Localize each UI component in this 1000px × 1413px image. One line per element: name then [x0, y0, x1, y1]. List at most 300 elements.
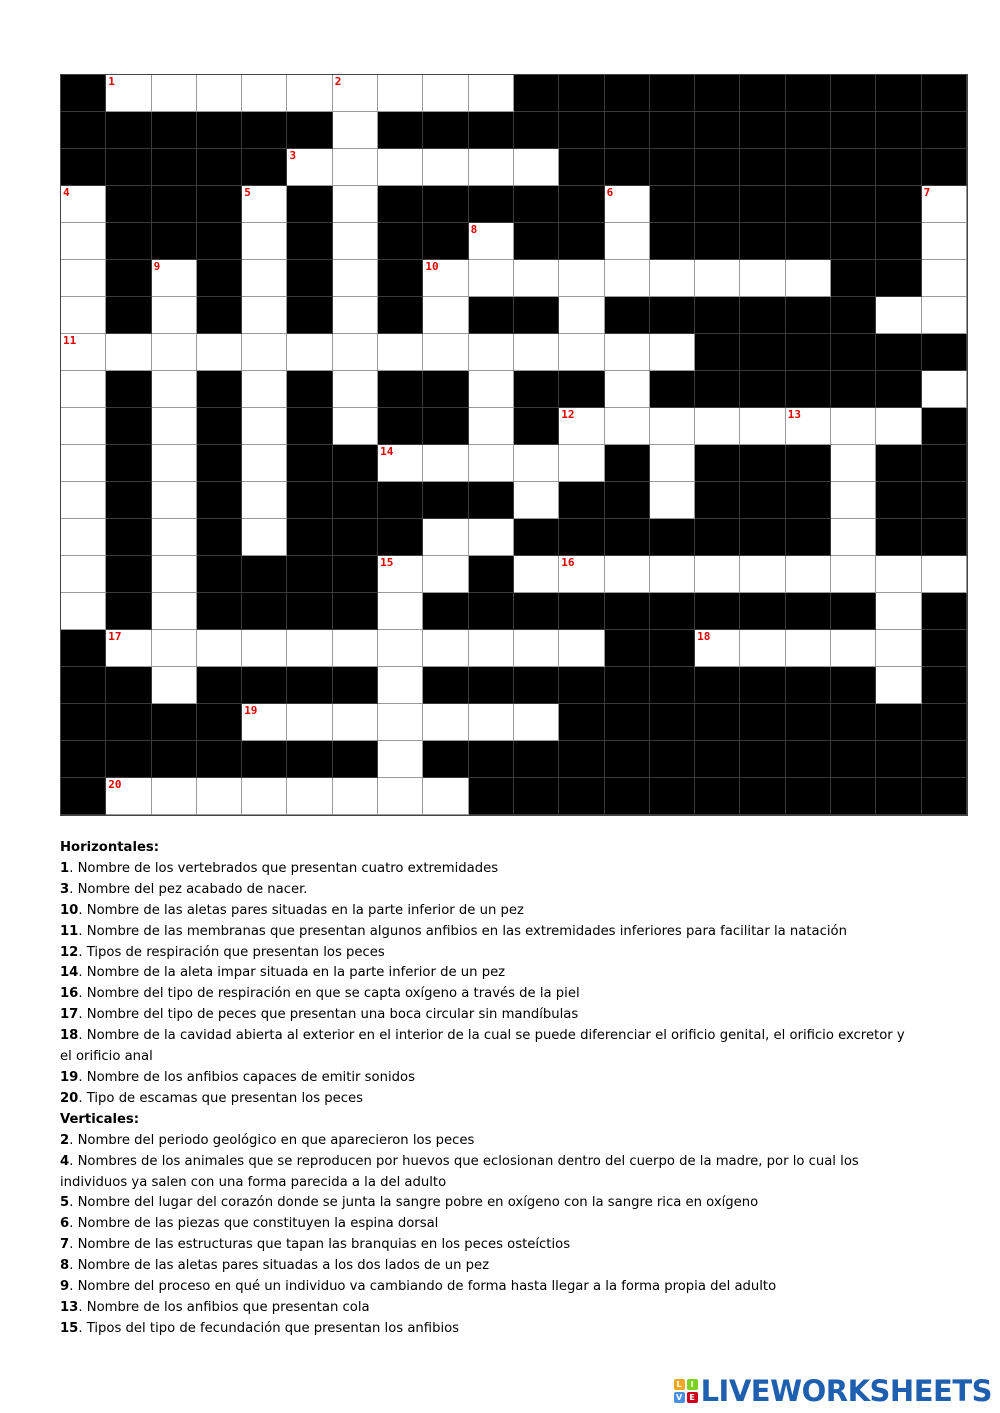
letter-input[interactable] — [61, 223, 105, 259]
letter-input[interactable] — [287, 149, 331, 185]
letter-input[interactable] — [514, 445, 558, 481]
letter-input[interactable] — [152, 482, 196, 518]
letter-cell[interactable] — [197, 630, 242, 667]
letter-input[interactable] — [152, 667, 196, 703]
letter-cell[interactable] — [650, 556, 695, 593]
letter-cell[interactable] — [242, 704, 287, 741]
letter-input[interactable] — [333, 75, 377, 111]
letter-cell[interactable] — [876, 297, 921, 334]
letter-cell[interactable] — [469, 519, 514, 556]
letter-input[interactable] — [61, 482, 105, 518]
letter-cell[interactable] — [605, 223, 650, 260]
letter-input[interactable] — [469, 630, 513, 666]
letter-cell[interactable] — [242, 371, 287, 408]
letter-input[interactable] — [152, 260, 196, 296]
letter-input[interactable] — [378, 778, 422, 814]
letter-input[interactable] — [378, 741, 422, 777]
letter-input[interactable] — [876, 667, 920, 703]
letter-input[interactable] — [605, 223, 649, 259]
letter-input[interactable] — [333, 297, 377, 333]
letter-cell[interactable] — [152, 408, 197, 445]
letter-cell[interactable] — [61, 519, 106, 556]
letter-cell[interactable] — [152, 778, 197, 815]
letter-input[interactable] — [242, 334, 286, 370]
letter-input[interactable] — [287, 704, 331, 740]
letter-input[interactable] — [333, 149, 377, 185]
letter-input[interactable] — [786, 408, 830, 444]
letter-input[interactable] — [152, 75, 196, 111]
letter-input[interactable] — [378, 75, 422, 111]
letter-cell[interactable] — [831, 519, 876, 556]
letter-input[interactable] — [514, 482, 558, 518]
letter-input[interactable] — [152, 408, 196, 444]
letter-cell[interactable] — [61, 445, 106, 482]
letter-input[interactable] — [514, 556, 558, 592]
letter-input[interactable] — [831, 408, 875, 444]
letter-input[interactable] — [423, 149, 467, 185]
letter-input[interactable] — [831, 630, 875, 666]
letter-input[interactable] — [695, 408, 739, 444]
letter-cell[interactable] — [378, 704, 423, 741]
letter-input[interactable] — [605, 556, 649, 592]
letter-input[interactable] — [197, 334, 241, 370]
letter-input[interactable] — [378, 556, 422, 592]
letter-cell[interactable] — [559, 408, 604, 445]
letter-cell[interactable] — [242, 482, 287, 519]
letter-input[interactable] — [287, 334, 331, 370]
letter-input[interactable] — [242, 408, 286, 444]
letter-input[interactable] — [695, 260, 739, 296]
letter-input[interactable] — [242, 75, 286, 111]
letter-cell[interactable] — [61, 186, 106, 223]
letter-cell[interactable] — [378, 334, 423, 371]
letter-input[interactable] — [831, 519, 875, 555]
letter-cell[interactable] — [740, 556, 785, 593]
letter-cell[interactable] — [469, 75, 514, 112]
letter-input[interactable] — [61, 186, 105, 222]
letter-cell[interactable] — [242, 445, 287, 482]
letter-cell[interactable] — [61, 223, 106, 260]
letter-input[interactable] — [242, 778, 286, 814]
letter-input[interactable] — [605, 260, 649, 296]
letter-input[interactable] — [740, 556, 784, 592]
letter-cell[interactable] — [469, 704, 514, 741]
letter-input[interactable] — [559, 297, 603, 333]
letter-input[interactable] — [378, 593, 422, 629]
letter-input[interactable] — [922, 186, 966, 222]
letter-input[interactable] — [559, 445, 603, 481]
letter-input[interactable] — [831, 556, 875, 592]
letter-cell[interactable] — [333, 408, 378, 445]
letter-cell[interactable] — [61, 334, 106, 371]
letter-cell[interactable] — [152, 260, 197, 297]
letter-cell[interactable] — [514, 556, 559, 593]
letter-cell[interactable] — [740, 260, 785, 297]
letter-input[interactable] — [423, 556, 467, 592]
letter-input[interactable] — [922, 260, 966, 296]
letter-cell[interactable] — [333, 704, 378, 741]
letter-cell[interactable] — [514, 334, 559, 371]
letter-cell[interactable] — [197, 334, 242, 371]
letter-cell[interactable] — [242, 630, 287, 667]
letter-cell[interactable] — [242, 408, 287, 445]
letter-cell[interactable] — [514, 445, 559, 482]
letter-input[interactable] — [559, 630, 603, 666]
letter-input[interactable] — [605, 371, 649, 407]
letter-input[interactable] — [514, 630, 558, 666]
letter-input[interactable] — [242, 260, 286, 296]
letter-input[interactable] — [242, 371, 286, 407]
letter-cell[interactable] — [695, 556, 740, 593]
letter-input[interactable] — [650, 482, 694, 518]
letter-input[interactable] — [152, 334, 196, 370]
letter-cell[interactable] — [152, 556, 197, 593]
letter-cell[interactable] — [469, 149, 514, 186]
letter-cell[interactable] — [333, 149, 378, 186]
letter-input[interactable] — [469, 75, 513, 111]
letter-cell[interactable] — [423, 630, 468, 667]
letter-input[interactable] — [786, 630, 830, 666]
letter-cell[interactable] — [514, 260, 559, 297]
letter-cell[interactable] — [650, 334, 695, 371]
letter-cell[interactable] — [287, 75, 332, 112]
letter-cell[interactable] — [876, 593, 921, 630]
letter-input[interactable] — [287, 778, 331, 814]
letter-cell[interactable] — [106, 630, 151, 667]
letter-input[interactable] — [378, 630, 422, 666]
letter-input[interactable] — [695, 556, 739, 592]
letter-input[interactable] — [423, 260, 467, 296]
letter-cell[interactable] — [333, 778, 378, 815]
letter-input[interactable] — [922, 556, 966, 592]
letter-input[interactable] — [242, 445, 286, 481]
letter-input[interactable] — [423, 519, 467, 555]
letter-input[interactable] — [378, 149, 422, 185]
letter-cell[interactable] — [378, 593, 423, 630]
letter-cell[interactable] — [605, 408, 650, 445]
letter-cell[interactable] — [650, 260, 695, 297]
letter-cell[interactable] — [61, 593, 106, 630]
letter-input[interactable] — [469, 519, 513, 555]
letter-cell[interactable] — [922, 371, 967, 408]
letter-cell[interactable] — [333, 371, 378, 408]
letter-cell[interactable] — [605, 186, 650, 223]
letter-cell[interactable] — [469, 223, 514, 260]
letter-input[interactable] — [242, 482, 286, 518]
letter-cell[interactable] — [152, 630, 197, 667]
letter-cell[interactable] — [152, 75, 197, 112]
letter-cell[interactable] — [287, 704, 332, 741]
letter-cell[interactable] — [152, 593, 197, 630]
letter-cell[interactable] — [786, 260, 831, 297]
letter-input[interactable] — [197, 778, 241, 814]
letter-input[interactable] — [106, 778, 150, 814]
letter-input[interactable] — [786, 260, 830, 296]
letter-cell[interactable] — [378, 630, 423, 667]
letter-cell[interactable] — [423, 260, 468, 297]
letter-input[interactable] — [333, 186, 377, 222]
letter-cell[interactable] — [333, 260, 378, 297]
letter-cell[interactable] — [514, 630, 559, 667]
letter-cell[interactable] — [333, 334, 378, 371]
letter-cell[interactable] — [423, 519, 468, 556]
letter-cell[interactable] — [514, 704, 559, 741]
letter-input[interactable] — [650, 260, 694, 296]
letter-cell[interactable] — [242, 334, 287, 371]
letter-input[interactable] — [469, 704, 513, 740]
letter-cell[interactable] — [378, 75, 423, 112]
letter-cell[interactable] — [876, 630, 921, 667]
letter-cell[interactable] — [695, 260, 740, 297]
letter-cell[interactable] — [378, 778, 423, 815]
letter-input[interactable] — [61, 445, 105, 481]
letter-input[interactable] — [61, 334, 105, 370]
letter-input[interactable] — [61, 408, 105, 444]
letter-cell[interactable] — [423, 445, 468, 482]
letter-cell[interactable] — [242, 260, 287, 297]
letter-input[interactable] — [106, 630, 150, 666]
letter-input[interactable] — [378, 334, 422, 370]
letter-input[interactable] — [378, 445, 422, 481]
letter-cell[interactable] — [242, 519, 287, 556]
letter-cell[interactable] — [423, 149, 468, 186]
letter-input[interactable] — [559, 260, 603, 296]
letter-input[interactable] — [786, 556, 830, 592]
letter-input[interactable] — [242, 630, 286, 666]
letter-cell[interactable] — [559, 260, 604, 297]
letter-cell[interactable] — [695, 408, 740, 445]
letter-cell[interactable] — [378, 149, 423, 186]
letter-input[interactable] — [61, 556, 105, 592]
letter-cell[interactable] — [287, 778, 332, 815]
letter-input[interactable] — [876, 630, 920, 666]
letter-input[interactable] — [242, 223, 286, 259]
letter-input[interactable] — [650, 334, 694, 370]
letter-input[interactable] — [605, 186, 649, 222]
letter-cell[interactable] — [786, 630, 831, 667]
letter-cell[interactable] — [242, 186, 287, 223]
letter-input[interactable] — [876, 297, 920, 333]
letter-input[interactable] — [333, 630, 377, 666]
letter-cell[interactable] — [61, 408, 106, 445]
letter-input[interactable] — [197, 75, 241, 111]
letter-input[interactable] — [514, 334, 558, 370]
letter-cell[interactable] — [559, 297, 604, 334]
letter-cell[interactable] — [469, 630, 514, 667]
letter-cell[interactable] — [197, 778, 242, 815]
letter-cell[interactable] — [831, 556, 876, 593]
letter-input[interactable] — [831, 445, 875, 481]
letter-cell[interactable] — [61, 556, 106, 593]
letter-cell[interactable] — [559, 445, 604, 482]
letter-cell[interactable] — [333, 297, 378, 334]
letter-input[interactable] — [333, 371, 377, 407]
letter-cell[interactable] — [378, 556, 423, 593]
letter-input[interactable] — [152, 297, 196, 333]
letter-input[interactable] — [605, 334, 649, 370]
letter-cell[interactable] — [333, 75, 378, 112]
letter-cell[interactable] — [287, 334, 332, 371]
letter-cell[interactable] — [333, 630, 378, 667]
letter-input[interactable] — [605, 408, 649, 444]
letter-input[interactable] — [61, 371, 105, 407]
letter-cell[interactable] — [922, 223, 967, 260]
letter-input[interactable] — [152, 556, 196, 592]
letter-input[interactable] — [333, 704, 377, 740]
letter-input[interactable] — [469, 149, 513, 185]
letter-cell[interactable] — [61, 371, 106, 408]
letter-input[interactable] — [740, 260, 784, 296]
letter-cell[interactable] — [423, 334, 468, 371]
letter-input[interactable] — [287, 75, 331, 111]
letter-input[interactable] — [242, 186, 286, 222]
letter-input[interactable] — [242, 297, 286, 333]
letter-cell[interactable] — [61, 297, 106, 334]
letter-input[interactable] — [650, 556, 694, 592]
letter-input[interactable] — [469, 445, 513, 481]
letter-input[interactable] — [152, 519, 196, 555]
letter-cell[interactable] — [287, 149, 332, 186]
letter-cell[interactable] — [378, 445, 423, 482]
letter-input[interactable] — [423, 334, 467, 370]
letter-cell[interactable] — [469, 445, 514, 482]
letter-cell[interactable] — [831, 630, 876, 667]
letter-cell[interactable] — [333, 186, 378, 223]
letter-input[interactable] — [740, 408, 784, 444]
letter-cell[interactable] — [469, 408, 514, 445]
letter-cell[interactable] — [106, 334, 151, 371]
letter-input[interactable] — [152, 778, 196, 814]
letter-input[interactable] — [242, 519, 286, 555]
letter-input[interactable] — [333, 112, 377, 148]
letter-input[interactable] — [650, 408, 694, 444]
letter-input[interactable] — [152, 371, 196, 407]
letter-cell[interactable] — [922, 297, 967, 334]
letter-input[interactable] — [242, 704, 286, 740]
letter-input[interactable] — [559, 408, 603, 444]
letter-input[interactable] — [378, 667, 422, 703]
letter-cell[interactable] — [876, 556, 921, 593]
letter-cell[interactable] — [922, 260, 967, 297]
letter-cell[interactable] — [469, 334, 514, 371]
letter-cell[interactable] — [287, 630, 332, 667]
letter-input[interactable] — [423, 630, 467, 666]
letter-input[interactable] — [423, 297, 467, 333]
letter-cell[interactable] — [423, 704, 468, 741]
letter-input[interactable] — [922, 297, 966, 333]
letter-cell[interactable] — [876, 667, 921, 704]
letter-input[interactable] — [876, 556, 920, 592]
letter-input[interactable] — [559, 556, 603, 592]
letter-cell[interactable] — [242, 778, 287, 815]
letter-input[interactable] — [333, 223, 377, 259]
letter-cell[interactable] — [152, 482, 197, 519]
letter-input[interactable] — [152, 593, 196, 629]
letter-cell[interactable] — [152, 445, 197, 482]
letter-input[interactable] — [423, 778, 467, 814]
letter-cell[interactable] — [152, 297, 197, 334]
letter-cell[interactable] — [786, 408, 831, 445]
letter-input[interactable] — [152, 445, 196, 481]
letter-cell[interactable] — [740, 408, 785, 445]
letter-input[interactable] — [61, 260, 105, 296]
letter-cell[interactable] — [469, 260, 514, 297]
letter-cell[interactable] — [152, 371, 197, 408]
letter-cell[interactable] — [650, 445, 695, 482]
letter-cell[interactable] — [61, 482, 106, 519]
letter-cell[interactable] — [378, 667, 423, 704]
letter-cell[interactable] — [469, 371, 514, 408]
letter-cell[interactable] — [61, 260, 106, 297]
letter-cell[interactable] — [650, 408, 695, 445]
letter-cell[interactable] — [152, 667, 197, 704]
letter-cell[interactable] — [242, 75, 287, 112]
letter-cell[interactable] — [831, 482, 876, 519]
letter-cell[interactable] — [605, 260, 650, 297]
letter-input[interactable] — [469, 371, 513, 407]
letter-cell[interactable] — [152, 519, 197, 556]
letter-input[interactable] — [876, 408, 920, 444]
letter-input[interactable] — [876, 593, 920, 629]
letter-input[interactable] — [469, 260, 513, 296]
letter-input[interactable] — [333, 778, 377, 814]
letter-input[interactable] — [333, 334, 377, 370]
letter-input[interactable] — [197, 630, 241, 666]
letter-cell[interactable] — [423, 297, 468, 334]
letter-input[interactable] — [514, 260, 558, 296]
letter-input[interactable] — [423, 445, 467, 481]
letter-cell[interactable] — [831, 445, 876, 482]
letter-input[interactable] — [469, 223, 513, 259]
letter-input[interactable] — [922, 223, 966, 259]
letter-input[interactable] — [559, 334, 603, 370]
letter-cell[interactable] — [197, 75, 242, 112]
letter-input[interactable] — [333, 408, 377, 444]
letter-cell[interactable] — [242, 223, 287, 260]
letter-input[interactable] — [514, 704, 558, 740]
letter-input[interactable] — [469, 408, 513, 444]
letter-input[interactable] — [378, 704, 422, 740]
letter-input[interactable] — [514, 149, 558, 185]
letter-cell[interactable] — [876, 408, 921, 445]
letter-cell[interactable] — [922, 186, 967, 223]
letter-input[interactable] — [61, 593, 105, 629]
letter-input[interactable] — [922, 371, 966, 407]
letter-input[interactable] — [423, 75, 467, 111]
letter-cell[interactable] — [605, 371, 650, 408]
letter-cell[interactable] — [786, 556, 831, 593]
letter-cell[interactable] — [514, 149, 559, 186]
letter-cell[interactable] — [423, 778, 468, 815]
letter-input[interactable] — [740, 630, 784, 666]
letter-cell[interactable] — [605, 556, 650, 593]
letter-input[interactable] — [287, 630, 331, 666]
letter-cell[interactable] — [378, 741, 423, 778]
letter-cell[interactable] — [695, 630, 740, 667]
letter-input[interactable] — [831, 482, 875, 518]
letter-cell[interactable] — [650, 482, 695, 519]
letter-input[interactable] — [469, 334, 513, 370]
letter-input[interactable] — [61, 297, 105, 333]
letter-cell[interactable] — [922, 556, 967, 593]
letter-cell[interactable] — [423, 75, 468, 112]
letter-cell[interactable] — [423, 556, 468, 593]
letter-cell[interactable] — [106, 75, 151, 112]
letter-cell[interactable] — [514, 482, 559, 519]
letter-input[interactable] — [423, 704, 467, 740]
letter-input[interactable] — [61, 519, 105, 555]
letter-cell[interactable] — [605, 334, 650, 371]
